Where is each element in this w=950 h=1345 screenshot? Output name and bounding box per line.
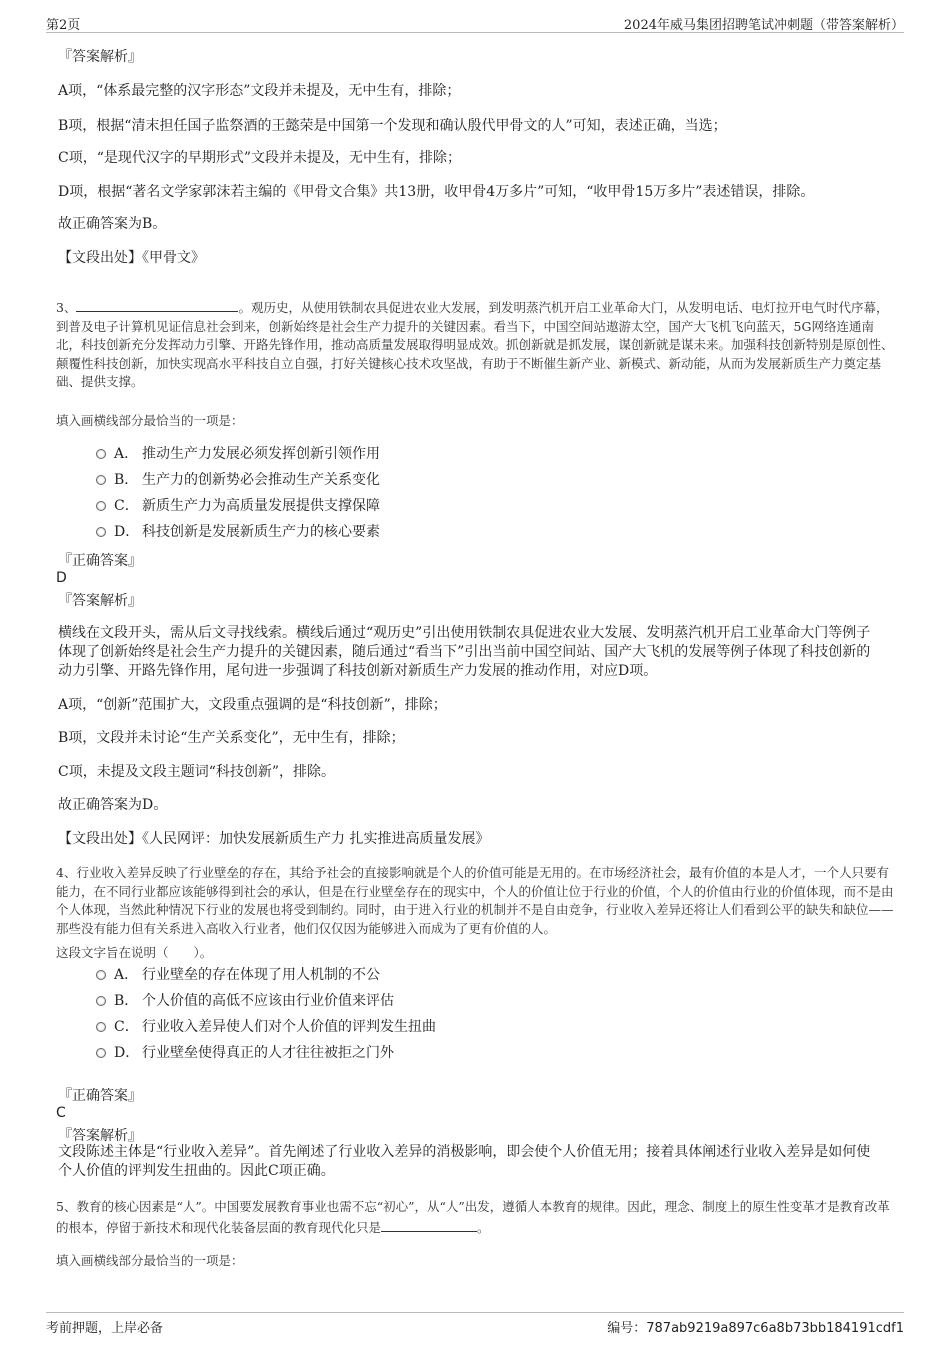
q2-analysis-line-c: C项，“是现代汉字的早期形式”文段并未提及，无中生有，排除； bbox=[58, 150, 462, 166]
document-code: 编号：787ab9219a897c6a8b73bb184191cdf1 bbox=[607, 1321, 904, 1336]
q5-prompt: 填入画横线部分最恰当的一项是： bbox=[56, 1253, 244, 1268]
q4-analysis-title: 『答案解析』 bbox=[58, 1128, 142, 1144]
q3-source: 【文段出处】《人民网评：加快发展新质生产力 扎实推进高质量发展》 bbox=[58, 831, 490, 847]
q3-number: 3、 bbox=[56, 300, 77, 315]
q4-answer-title: 『正确答案』 bbox=[58, 1088, 142, 1104]
radio-icon[interactable] bbox=[96, 1048, 106, 1058]
q3-blank bbox=[76, 297, 238, 312]
q4-option-c[interactable]: C． 行业收入差异使人们对个人价值的评判发生扭曲 bbox=[96, 1017, 436, 1037]
radio-icon[interactable] bbox=[96, 970, 106, 980]
q3-analysis-para: 横线在文段开头，需从后文寻找线索。横线后通过“观历史”引出使用铁制农具促进农业大发展、发明蒸汽机开启工业革命大门等例子体现了创新始终是社会生产力提升的关键因素，随后通过“看当下”引出当前中国空间站、国产大飞机的发展等例子体现了科技创新的动力引擎、开路先锋作用，尾句进一步强调了科技创新对新质生产力发展的推动作用，对应D项。 bbox=[58, 625, 871, 679]
radio-icon[interactable] bbox=[96, 527, 106, 537]
page-header bbox=[46, 12, 904, 33]
q3-text: 。观历史，从使用铁制农具促进农业大发展，到发明蒸汽机开启工业革命大门，从发明电话、电灯拉开电气时代序幕，到普及电子计算机见证信息社会到来，创新始终是社会生产力提升的关键因素。看当下，中国空间站遨游太空，国产大飞机飞向蓝天，5G网络连通南北，科技创新充分发挥动力引擎、开路先锋作用，推动高质量发展取得明显成效。抓创新就是抓发展，谋创新就是谋未来。加强科技创新特别是原创性、颠覆性科技创新，加快实现高水平科技自立自强，打好关键核心技术攻坚战，有助于不断催生新产业、新模式、新动能，从而为发展新质生产力奠定基础、提供支撑。 bbox=[56, 300, 894, 389]
q4-option-a[interactable]: A． 行业壁垒的存在体现了用人机制的不公 bbox=[96, 965, 380, 985]
q3-option-b[interactable]: B． 生产力的创新势必会推动生产关系变化 bbox=[96, 470, 380, 490]
radio-icon[interactable] bbox=[96, 449, 106, 459]
q5-stem: 5、教育的核心因素是“人”。中国要发展教育事业也需不忘“初心”，从“人”出发，遵循人本教育的规律。因此，理念、制度上的原生性变革才是教育改革的根本，停留于新技术和现代化装备层面的教育现代化只是 。 bbox=[56, 1199, 890, 1235]
q2-analysis-title: 『答案解析』 bbox=[58, 49, 142, 65]
radio-icon[interactable] bbox=[96, 1022, 106, 1032]
page-footer bbox=[46, 1312, 904, 1337]
q2-analysis-line-b: B项，根据“清末担任国子监祭酒的王懿荣是中国第一个发现和确认殷代甲骨文的人”可知，表述正确，当选； bbox=[58, 118, 727, 134]
q2-analysis-line-a: A项，“体系最完整的汉字形态”文段并未提及，无中生有，排除； bbox=[58, 83, 461, 99]
q5-text: 5、教育的核心因素是“人”。中国要发展教育事业也需不忘“初心”，从“人”出发，遵循人本教育的规律。因此，理念、制度上的原生性变革才是教育改革的根本，停留于新技术和现代化装备层面的教育现代化只是 bbox=[56, 1199, 890, 1235]
q4-answer: C bbox=[56, 1105, 66, 1121]
document-title: 2024年威马集团招聘笔试冲刺题（带答案解析） bbox=[623, 18, 904, 33]
q3-option-d[interactable]: D． 科技创新是发展新质生产力的核心要素 bbox=[96, 522, 380, 542]
q4-stem: 4、行业收入差异反映了行业壁垒的存在，其给予社会的直接影响就是个人的价值可能是无用的。在市场经济社会，最有价值的本是人才，一个人只要有能力，在不同行业都应该能够得到社会的承认，但是在行业壁垒存在的现实中，个人的价值让位于行业的价值，个人的价值由行业的价值体现，而不是由个人体现，当然此种情况下行业的发展也将受到制约。同时，由于进入行业的机制并不是自由竞争，行业收入差异还将让人们看到公平的缺失和缺位——那些没有能力但有关系进入高收入行业者，他们仅仅因为能够进入而成为了更有价值的人。 bbox=[56, 865, 894, 936]
radio-icon[interactable] bbox=[96, 996, 106, 1006]
page-number: 第2页 bbox=[46, 18, 81, 33]
q3-option-c[interactable]: C． 新质生产力为高质量发展提供支撑保障 bbox=[96, 496, 380, 516]
q3-stem bbox=[56, 297, 896, 392]
q3-analysis-line-c: C项，未提及文段主题词“科技创新”，排除。 bbox=[58, 764, 336, 780]
q2-source: 【文段出处】《甲骨文》 bbox=[58, 250, 205, 266]
q3-analysis-line-a: A项，“创新”范围扩大，文段重点强调的是“科技创新”，排除； bbox=[58, 697, 447, 713]
q3-answer: D bbox=[56, 570, 67, 586]
q3-analysis-line-b: B项，文段并未讨论“生产关系变化”，无中生有，排除； bbox=[58, 730, 405, 746]
q5-blank bbox=[381, 1217, 477, 1232]
q2-conclusion: 故正确答案为B。 bbox=[58, 216, 167, 232]
q3-option-a[interactable]: A． 推动生产力发展必须发挥创新引领作用 bbox=[96, 444, 380, 464]
radio-icon[interactable] bbox=[96, 501, 106, 511]
q4-option-b[interactable]: B． 个人价值的高低不应该由行业价值来评估 bbox=[96, 991, 394, 1011]
q3-prompt: 填入画横线部分最恰当的一项是： bbox=[56, 413, 244, 428]
q3-answer-title: 『正确答案』 bbox=[58, 553, 142, 569]
q3-conclusion: 故正确答案为D。 bbox=[58, 797, 168, 813]
q4-analysis-para: 文段陈述主体是“行业收入差异”。首先阐述了行业收入差异的消极影响，即会使个人价值无用；接着具体阐述行业收入差异是如何使个人价值的评判发生扭曲的。因此C项正确。 bbox=[58, 1144, 871, 1179]
q4-option-d[interactable]: D． 行业壁垒使得真正的人才往往被拒之门外 bbox=[96, 1043, 394, 1063]
radio-icon[interactable] bbox=[96, 475, 106, 485]
q4-prompt: 这段文字旨在说明（ ）。 bbox=[56, 945, 213, 960]
q3-analysis-title: 『答案解析』 bbox=[58, 593, 142, 609]
footer-slogan: 考前押题，上岸必备 bbox=[46, 1321, 164, 1336]
q2-analysis-line-d: D项，根据“著名文学家郭沫若主编的《甲骨文合集》共13册，收甲骨4万多片”可知，“收甲骨15万多片”表述错误，排除。 bbox=[58, 184, 815, 200]
